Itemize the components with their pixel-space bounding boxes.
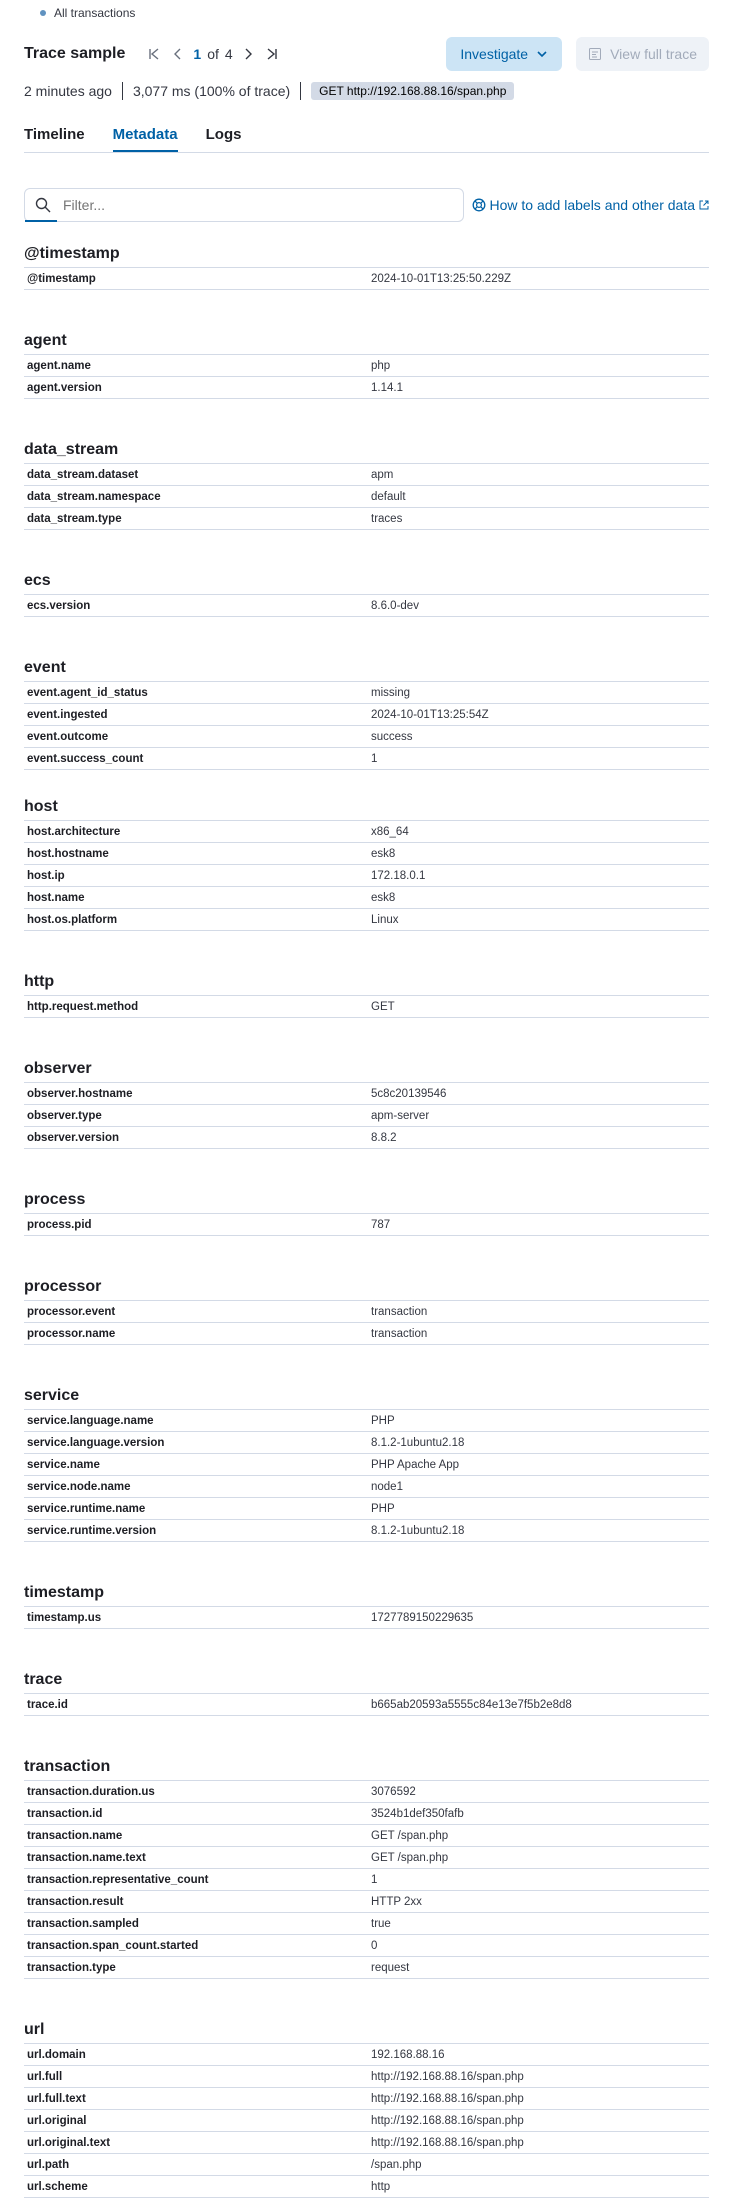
divider [122,82,123,100]
field-value: default [368,486,709,508]
section-title: data_stream [24,441,119,458]
field-key: agent.name [24,355,368,377]
section-title: transaction [24,1758,111,1775]
field-key: host.os.platform [24,909,368,931]
filter-row [24,187,709,223]
section-transaction [24,1750,709,1979]
field-key: service.name [24,1454,368,1476]
field-key: url.scheme [24,2176,368,2198]
table-row [24,508,709,530]
section-title: http [24,973,55,990]
field-key: transaction.type [24,1957,368,1979]
field-key: data_stream.namespace [24,486,368,508]
table-row [24,909,709,931]
view-full-trace-button[interactable] [576,37,709,71]
field-value: Linux [368,909,709,931]
table-row [24,464,709,486]
table-row [24,2110,709,2132]
section-title: ecs [24,572,51,589]
section-title: agent [24,332,67,349]
pager-of: of [207,46,219,62]
field-value: GET /span.php [368,1847,709,1869]
field-key: transaction.name [24,1825,368,1847]
tabs [24,116,709,153]
field-value: 3076592 [368,1781,709,1803]
field-key: host.ip [24,865,368,887]
field-key: processor.name [24,1323,368,1345]
key-value-table [24,2043,709,2198]
tab-logs[interactable]: Logs [205,126,242,143]
field-key: service.runtime.name [24,1498,368,1520]
section-event [24,651,709,770]
section-timestamp [24,237,709,290]
table-row [24,377,709,399]
key-value-table [24,267,709,290]
key-value-table [24,1606,709,1629]
key-value-table [24,354,709,399]
total-pages: 4 [224,46,233,62]
dot-icon [40,10,46,16]
field-key: data_stream.dataset [24,464,368,486]
section-url [24,2013,709,2198]
filter-field [24,188,464,222]
table-row [24,996,709,1018]
age-text: 2 minutes ago [24,83,112,99]
field-value: apm [368,464,709,486]
field-value: 172.18.0.1 [368,865,709,887]
next-page-icon[interactable] [239,45,257,63]
field-key: host.name [24,887,368,909]
field-value: 1.14.1 [368,377,709,399]
apm-trace-icon [588,47,602,61]
field-value: 1 [368,748,709,770]
trace-summary [24,80,709,102]
field-key: service.runtime.version [24,1520,368,1542]
key-value-table [24,463,709,530]
field-value: 3524b1def350fafb [368,1803,709,1825]
table-row [24,1323,709,1345]
section-ecs [24,564,709,617]
table-row [24,2066,709,2088]
section-process [24,1183,709,1236]
section-data-stream [24,433,709,530]
page-title: Trace sample [24,45,126,62]
field-value: 2024-10-01T13:25:50.229Z [368,268,709,290]
key-value-table [24,1409,709,1542]
field-value: http://192.168.88.16/span.php [368,2088,709,2110]
table-row [24,1913,709,1935]
field-value: missing [368,682,709,704]
table-row [24,821,709,843]
key-value-table [24,1300,709,1345]
key-value-table [24,594,709,617]
table-row [24,887,709,909]
table-row [24,355,709,377]
field-key: observer.hostname [24,1083,368,1105]
section-processor [24,1270,709,1345]
field-value: http://192.168.88.16/span.php [368,2110,709,2132]
help-icon [472,198,486,212]
section-title: timestamp [24,1584,105,1601]
pager [145,45,280,63]
field-value: esk8 [368,843,709,865]
filter-input[interactable] [61,196,445,214]
metadata-sections [24,237,709,2198]
table-row [24,1105,709,1127]
field-key: transaction.duration.us [24,1781,368,1803]
field-key: observer.type [24,1105,368,1127]
field-key: transaction.id [24,1803,368,1825]
section-title: service [24,1387,80,1404]
field-value: 787 [368,1214,709,1236]
table-row [24,1694,709,1716]
previous-page-icon[interactable] [169,45,187,63]
field-value: 8.8.2 [368,1127,709,1149]
table-row [24,726,709,748]
table-row [24,865,709,887]
field-key: service.language.name [24,1410,368,1432]
field-value: 8.1.2-1ubuntu2.18 [368,1432,709,1454]
current-page: 1 [193,46,202,62]
table-row [24,1083,709,1105]
table-row [24,682,709,704]
chevron-down-icon [536,48,548,60]
field-value: /span.php [368,2154,709,2176]
table-row [24,2132,709,2154]
field-value: PHP Apache App [368,1454,709,1476]
table-row [24,2044,709,2066]
table-row [24,1847,709,1869]
field-value: transaction [368,1301,709,1323]
table-row [24,1301,709,1323]
field-value: traces [368,508,709,530]
field-key: processor.event [24,1301,368,1323]
section-observer [24,1052,709,1149]
field-value: true [368,1913,709,1935]
field-value: node1 [368,1476,709,1498]
field-value: request [368,1957,709,1979]
field-key: event.ingested [24,704,368,726]
field-key: transaction.result [24,1891,368,1913]
field-value: apm-server [368,1105,709,1127]
last-page-icon[interactable] [263,45,281,63]
field-value: 1727789150229635 [368,1607,709,1629]
field-value: x86_64 [368,821,709,843]
field-key: transaction.name.text [24,1847,368,1869]
section-host [24,790,709,931]
table-row [24,268,709,290]
external-link-icon [699,200,709,210]
field-key: url.full.text [24,2088,368,2110]
field-value: GET [368,996,709,1018]
field-value: PHP [368,1410,709,1432]
help-link[interactable] [472,197,709,213]
section-title: trace [24,1671,63,1688]
field-key: transaction.span_count.started [24,1935,368,1957]
first-page-icon[interactable] [145,45,163,63]
table-row [24,2088,709,2110]
section-service [24,1379,709,1542]
field-key: service.node.name [24,1476,368,1498]
field-key: host.hostname [24,843,368,865]
field-value: GET /span.php [368,1825,709,1847]
field-key: ecs.version [24,595,368,617]
field-key: url.path [24,2154,368,2176]
section-agent [24,324,709,399]
tab-timeline[interactable]: Timeline [24,126,85,143]
table-row [24,1214,709,1236]
duration-text: 3,077 ms (100% of trace) [132,83,291,99]
section-title: process [24,1191,86,1208]
investigate-label: Investigate [460,46,529,62]
table-row [24,1498,709,1520]
section-title: observer [24,1060,92,1077]
table-row [24,2154,709,2176]
section-title: host [24,798,58,815]
field-value: 1 [368,1869,709,1891]
section-timestamp [24,1576,709,1629]
field-key: trace.id [24,1694,368,1716]
key-value-table [24,995,709,1018]
field-value: 0 [368,1935,709,1957]
field-key: observer.version [24,1127,368,1149]
table-row [24,1520,709,1542]
field-key: transaction.sampled [24,1913,368,1935]
field-key: data_stream.type [24,508,368,530]
field-key: event.outcome [24,726,368,748]
key-value-table [24,681,709,770]
field-value: success [368,726,709,748]
field-key: service.language.version [24,1432,368,1454]
table-row [24,843,709,865]
field-key: agent.version [24,377,368,399]
breadcrumb-label: All transactions [54,6,136,20]
table-row [24,1127,709,1149]
field-key: url.original.text [24,2132,368,2154]
table-row [24,1454,709,1476]
section-title: processor [24,1278,102,1295]
table-row [24,1476,709,1498]
table-row [24,1410,709,1432]
table-row [24,1869,709,1891]
tab-metadata[interactable]: Metadata [113,126,178,152]
field-value: 192.168.88.16 [368,2044,709,2066]
investigate-button[interactable] [446,37,562,71]
table-row [24,1891,709,1913]
table-row [24,1432,709,1454]
table-row [24,2176,709,2198]
field-key: process.pid [24,1214,368,1236]
field-value: 5c8c20139546 [368,1083,709,1105]
key-value-table [24,1693,709,1716]
field-key: event.success_count [24,748,368,770]
table-row [24,1825,709,1847]
field-value: http [368,2176,709,2198]
field-value: http://192.168.88.16/span.php [368,2132,709,2154]
table-row [24,1957,709,1979]
section-http [24,965,709,1018]
field-value: http://192.168.88.16/span.php [368,2066,709,2088]
field-key: http.request.method [24,996,368,1018]
table-row [24,748,709,770]
table-row [24,704,709,726]
field-value: php [368,355,709,377]
field-key: url.original [24,2110,368,2132]
field-value: esk8 [368,887,709,909]
help-link-label: How to add labels and other data [489,197,695,213]
table-row [24,1607,709,1629]
table-row [24,486,709,508]
field-value: HTTP 2xx [368,1891,709,1913]
field-key: event.agent_id_status [24,682,368,704]
field-value: 8.1.2-1ubuntu2.18 [368,1520,709,1542]
field-key: host.architecture [24,821,368,843]
field-key: @timestamp [24,268,368,290]
focus-underline [25,220,57,222]
table-row [24,1803,709,1825]
view-full-trace-label: View full trace [610,46,697,62]
field-key: timestamp.us [24,1607,368,1629]
field-key: transaction.representative_count [24,1869,368,1891]
field-key: url.full [24,2066,368,2088]
search-icon [35,197,51,213]
url-badge: GET http://192.168.88.16/span.php [311,82,514,100]
table-row [24,595,709,617]
key-value-table [24,1213,709,1236]
field-key: url.domain [24,2044,368,2066]
table-row [24,1935,709,1957]
key-value-table [24,1082,709,1149]
section-title: url [24,2021,45,2038]
field-value: 2024-10-01T13:25:54Z [368,704,709,726]
key-value-table [24,820,709,931]
field-value: PHP [368,1498,709,1520]
breadcrumb[interactable] [24,0,709,26]
field-value: 8.6.0-dev [368,595,709,617]
header [24,38,709,70]
section-title: @timestamp [24,245,120,262]
section-title: event [24,659,66,676]
field-value: b665ab20593a5555c84e13e7f5b2e8d8 [368,1694,709,1716]
section-trace [24,1663,709,1716]
table-row [24,1781,709,1803]
divider [300,82,301,100]
key-value-table [24,1780,709,1979]
field-value: transaction [368,1323,709,1345]
